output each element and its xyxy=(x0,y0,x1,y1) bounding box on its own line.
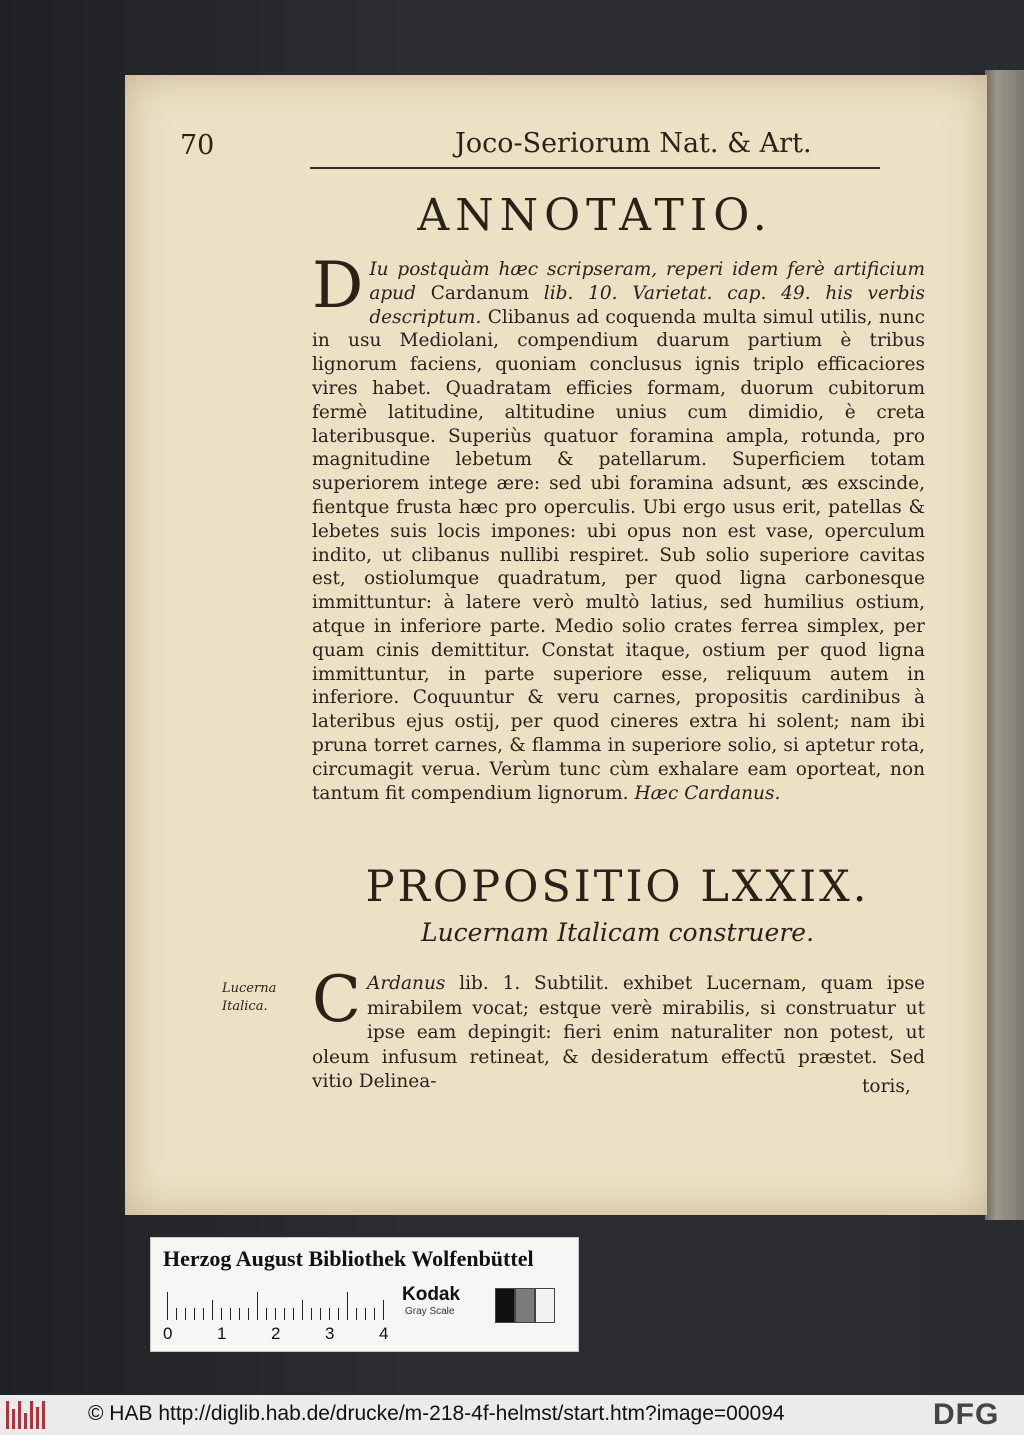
annotatio-intro: Iu postquàm hæc scripseram, reperi idem ferè artificium apud xyxy=(369,259,925,304)
annotatio-citation: lib. 10. Varietat. cap. 49. his verbis descriptum. xyxy=(369,282,925,328)
library-name: Herzog August Bibliothek Wolfenbüttel xyxy=(163,1246,534,1271)
header-rule xyxy=(310,167,880,169)
ruler-digit: 3 xyxy=(325,1324,335,1343)
copyright-link[interactable]: © HAB http://diglib.hab.de/drucke/m-218-4f-helmst/start.htm?image=00094 xyxy=(88,1402,785,1425)
ruler-digit: 4 xyxy=(379,1324,389,1343)
annotatio-text: Clibanus ad coquenda multa simul utilis, nunc in usu Mediolani, compendium duarum partium è tribus lignorum faciens, quoniam conclusus ignis triplo efficaciores vires habet. Quadratam efficies formam, duorum cubitorum fermè latitudine, altitudine unius cum dimidio, è creta lateribusque. Superiùs quatuor foramina ampla, rotunda, pro magnitudine lebetum & patellarum. Superficiem totam superiorem intege ære: sed ubi foramina adsunt, æs exscinde, fientque frusta hæc pro operculis. Ubi ergo usus erit, patellas & lebetes suis locis impones: ubi opus non est vase, operculum indito, ut clibanus nullibi respiret. Sub solio superiore cavitas est, ostiolumque quadratum, per quod ligna carbonesque immittuntur: à latere verò multò latius, sed humilius ostium, atque in inferiore parte. Medio solio crates ferrea simplex, per quam cinis demittitur. Constat itaque, ostium per quod ligna immittuntur, in parte superiore esse, reliquum autem in inferiore. Coquuntur & veru carnes, propositis cardinibus à lateribus ejus ostij, per quod cineres extra hi solent; nam ibi pruna torret carnes, & flamma in superiore solio, si aptetur rota, circumagit verua. Verùm tunc cùm exhalare eam oporteat, non tantum fit compendium lignorum. xyxy=(312,306,925,804)
propositio-dropcap: C xyxy=(312,963,361,1037)
propositio-body xyxy=(312,963,925,1095)
ruler-digit: 2 xyxy=(271,1324,281,1343)
gray-swatch-black xyxy=(495,1288,515,1323)
ruler-icon xyxy=(167,1292,385,1320)
next-page-edge xyxy=(985,70,1024,1220)
color-calibration-card xyxy=(150,1237,579,1352)
kodak-label: Kodak xyxy=(402,1284,461,1305)
gray-swatch-mid xyxy=(515,1288,535,1323)
ruler-digit: 1 xyxy=(217,1324,227,1343)
annotatio-dropcap: D xyxy=(312,249,364,323)
propositio-subheading: Lucernam Italicam construere. xyxy=(420,918,815,947)
hab-logo-icon xyxy=(6,1401,48,1429)
gray-scale-label: Gray Scale xyxy=(405,1306,455,1317)
gray-swatch-white xyxy=(535,1288,555,1323)
catchword: toris, xyxy=(862,1076,911,1097)
page-number: 70 xyxy=(180,130,215,161)
annotatio-heading: ANNOTATIO. xyxy=(417,190,773,241)
annotatio-body xyxy=(312,249,925,805)
propositio-heading: PROPOSITIO LXXIX. xyxy=(365,862,870,912)
margin-note: Lucerna Italica. xyxy=(222,981,277,1014)
running-title: Joco-Seriorum Nat. & Art. xyxy=(455,128,812,159)
annotatio-closing: Hæc Cardanus. xyxy=(634,782,781,804)
footer-bar xyxy=(0,1395,1024,1435)
dfg-logo: DFG xyxy=(933,1398,1000,1431)
propositio-text: lib. 1. Subtilit. exhibet Lucernam, quam ipse mirabilem vocat; estque verè mirabilis, si construatur ut ipse eam depingit: fieri enim naturaliter non potest, ut oleum infusum retineat, & desideratum effectū præstet. Sed vitio Delinea- xyxy=(312,973,925,1092)
propositio-lead: Ardanus xyxy=(366,973,446,994)
ruler-digit: 0 xyxy=(163,1324,173,1343)
annotatio-cardanum: Cardanum xyxy=(430,282,530,304)
